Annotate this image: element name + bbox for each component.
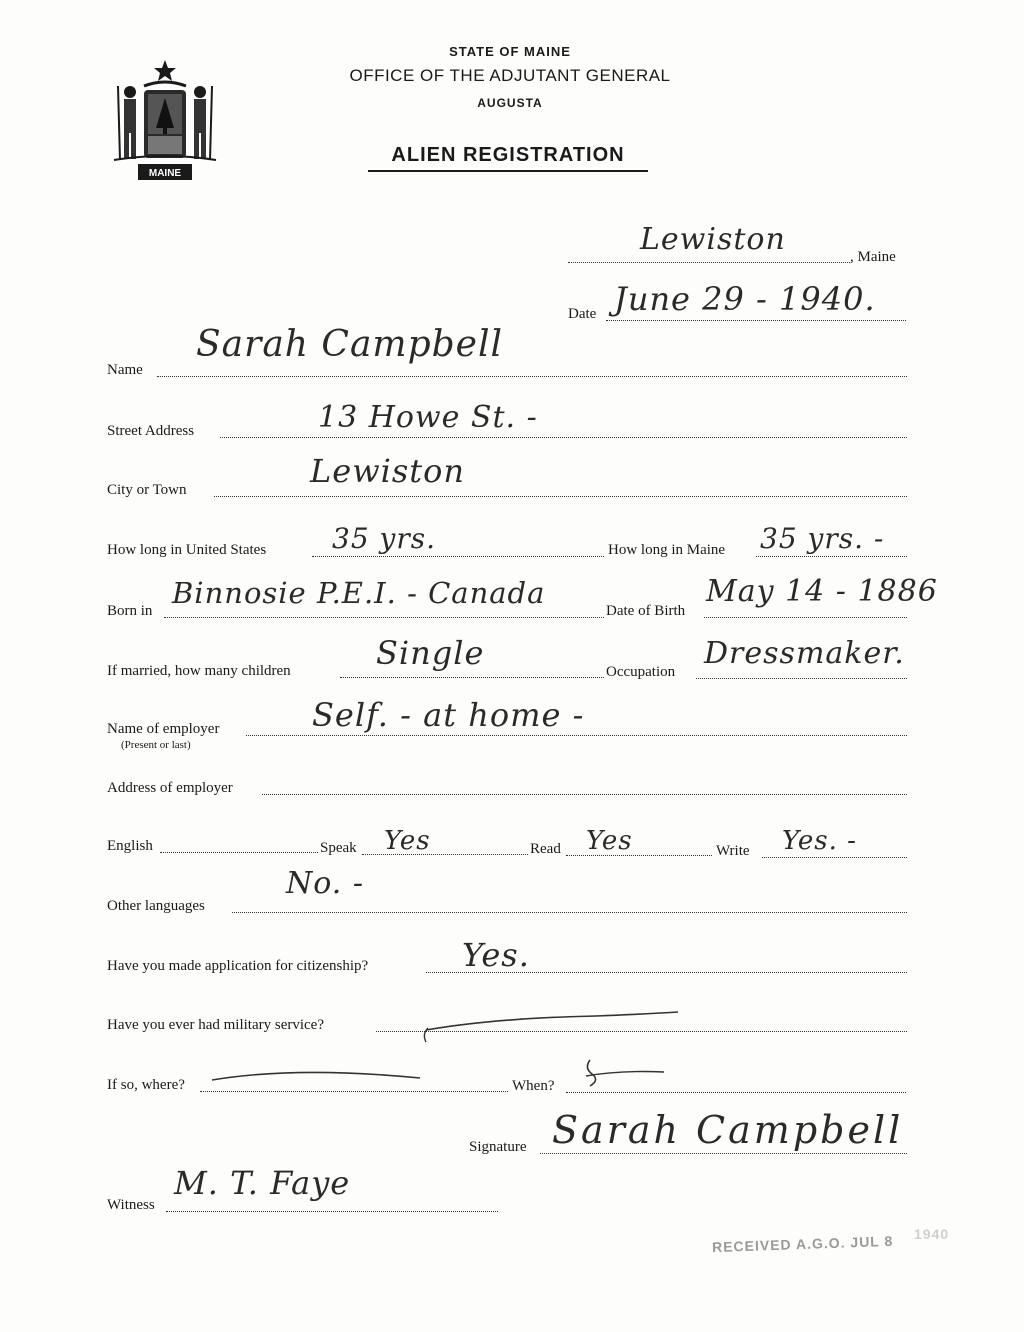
street-label: Street Address [107,423,195,439]
received-stamp: RECEIVED A.G.O. JUL 8 [711,1232,894,1256]
other-languages-value: No. - [286,866,364,901]
occupation-value: Dressmaker. [704,636,905,671]
how-long-maine-line [756,556,907,557]
english-label: English [107,838,153,854]
if-so-where-line [200,1091,508,1092]
city-town-line [214,496,907,497]
occupation-line [696,678,907,679]
town-line [568,262,850,263]
name-label: Name [107,362,143,378]
military-dash-mark [416,1002,686,1044]
born-in-value: Binnosie P.E.I. - Canada [172,576,546,610]
employer-value: Self. - at home - [312,696,585,734]
witness-value: M. T. Faye [174,1164,351,1202]
if-so-where-label: If so, where? [107,1077,185,1093]
name-value: Sarah Campbell [196,324,503,365]
header-city: AUGUSTA [477,96,543,110]
witness-line [166,1211,498,1212]
how-long-maine-label: How long in Maine [608,542,726,558]
name-line [157,376,907,377]
date-label: Date [568,306,597,322]
employer-address-label: Address of employer [107,780,233,796]
speak-label: Speak [320,840,357,856]
date-line [606,320,906,321]
signature-line [540,1153,907,1154]
married-children-line [340,677,604,678]
employer-note: (Present or last) [121,739,191,751]
signature-value: Sarah Campbell [552,1108,904,1152]
occupation-label: Occupation [606,664,676,680]
other-languages-label: Other languages [107,898,205,914]
received-stamp-year: 1940 [914,1226,950,1242]
military-label: Have you ever had military service? [107,1017,324,1033]
english-line [160,852,318,853]
city-town-label: City or Town [107,482,187,498]
maine-label: , Maine [850,249,896,265]
title-underline [368,170,648,172]
married-children-value: Single [376,634,485,672]
witness-label: Witness [107,1197,155,1213]
employer-address-line [262,794,907,795]
born-in-line [164,617,604,618]
how-long-us-line [312,556,604,557]
date-of-birth-value: May 14 - 1886 [706,574,938,609]
write-value: Yes. - [782,826,857,856]
speak-value: Yes [384,826,431,856]
date-value: June 29 - 1940. [614,280,876,318]
employer-label: Name of employer [107,721,220,737]
read-label: Read [530,841,561,857]
form-title: ALIEN REGISTRATION [391,144,625,166]
date-of-birth-label: Date of Birth [606,603,686,619]
write-label: Write [716,843,750,859]
street-line [220,437,907,438]
other-languages-line [232,912,907,913]
when-line [566,1092,906,1093]
date-of-birth-line [704,617,907,618]
how-long-maine-value: 35 yrs. - [760,522,885,555]
signature-label: Signature [469,1139,527,1155]
citizenship-value: Yes. [462,936,530,974]
seal-banner-text: MAINE [148,168,182,179]
employer-line [246,735,907,736]
how-long-us-value: 35 yrs. [332,522,437,555]
read-value: Yes [586,826,633,856]
maine-seal-icon [108,56,222,184]
header-state: STATE OF MAINE [449,44,571,59]
when-label: When? [512,1078,555,1094]
write-line [762,857,907,858]
married-children-label: If married, how many children [107,663,291,679]
citizenship-label: Have you made application for citizenship? [107,958,369,974]
town-value: Lewiston [640,222,786,257]
street-value: 13 Howe St. - [318,400,538,435]
city-town-value: Lewiston [310,452,465,490]
how-long-us-label: How long in United States [107,542,267,558]
when-dash-mark [580,1056,670,1090]
header-office: OFFICE OF THE ADJUTANT GENERAL [349,66,671,85]
born-in-label: Born in [107,603,153,619]
where-dash-mark [206,1062,426,1088]
